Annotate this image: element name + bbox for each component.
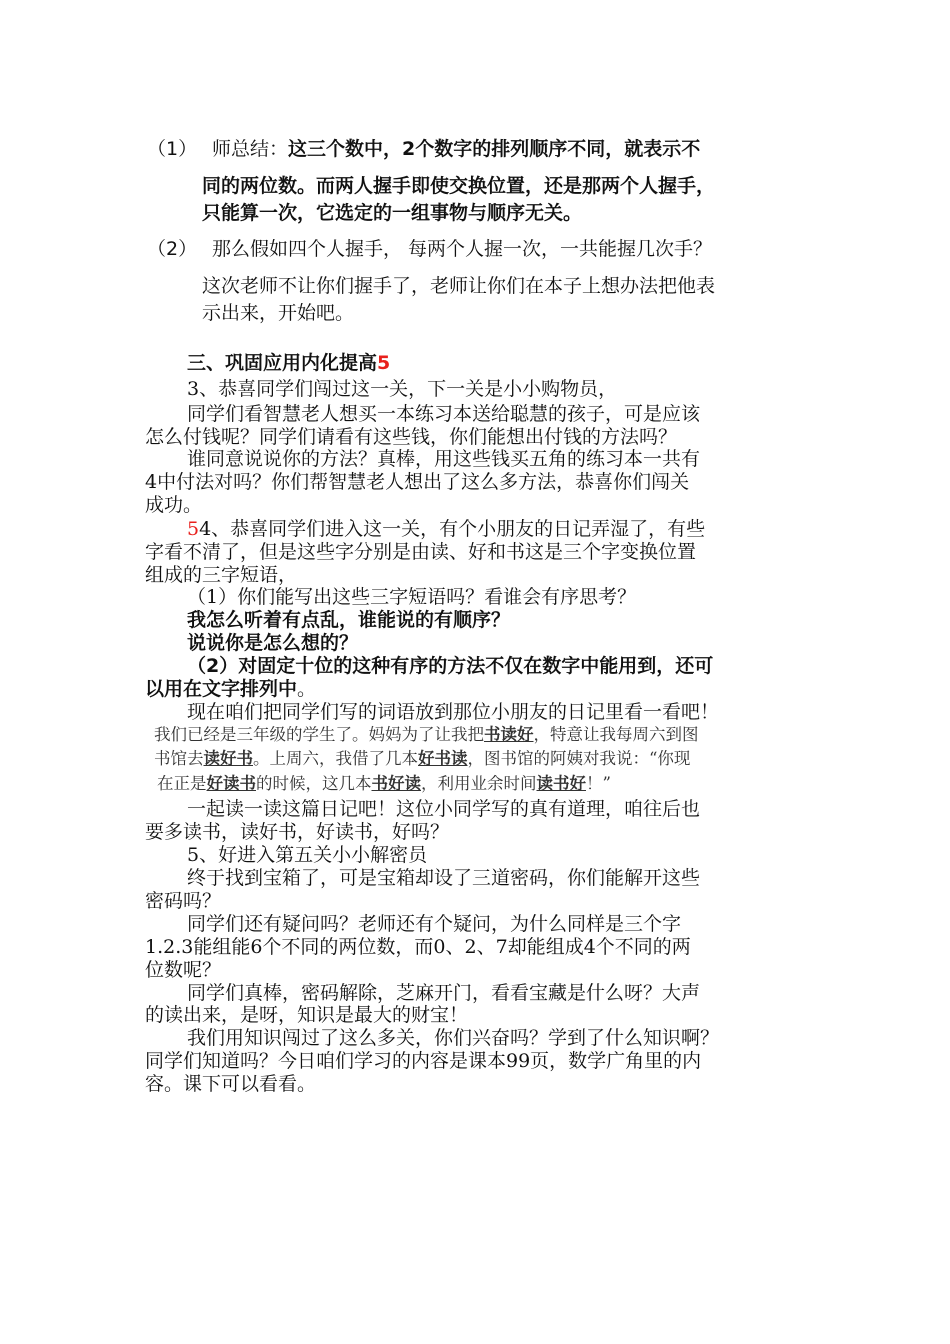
section-5-line: 容。课下可以看看。 [145,1073,317,1095]
diary-text: ！” [586,774,611,793]
section-5-line: 同学们知道吗？今日咱们学习的内容是课本99页，数学广角里的内 [145,1050,702,1072]
section-5-line: 1.2.3能组能6个不同的两位数，而0、2、7却能组成4个不同的两 [145,936,691,958]
section-3-line: 同学们看智慧老人想买一本练习本送给聪慧的孩子，可是应该 [187,403,701,425]
diary-text: 书馆去 [154,749,204,768]
section-5-line: 的读出来，是呀，知识是最大的财宝！ [145,1004,469,1026]
diary-phrase: 好书读 [418,749,468,768]
diary-phrase: 读书好 [536,774,586,793]
question-line1: 那么假如四个人握手， 每两个人握一次，一共能握几次手？ [212,238,713,260]
section-5-line: 密码吗？ [145,890,222,912]
summary-bold-line3: 只能算一次，它选定的一组事物与顺序无关。 [202,202,583,224]
summary-bold-line1: 这三个数中，2个数字的排列顺序不同，就表示不 [288,138,701,160]
diary-text: ，图书馆的阿姨对我说：“你现 [467,749,691,768]
diary-line3 [157,771,611,797]
section-3-line: 谁同意说说你的方法？真棒，用这些钱买五角的练习本一共有 [187,448,701,470]
section-5-line: 一起读一读这篇日记吧！这位小同学写的真有道理，咱往后也 [187,798,701,820]
diary-text: 的时候，这几本 [256,774,372,793]
section-4-bold4-tail: 。 [297,678,317,700]
diary-text: 。上周六，我借了几本 [253,749,418,768]
section-4-line4: 现在咱们把同学们写的词语放到那位小朋友的日记里看一看吧！ [187,701,720,723]
section-5-line: 终于找到宝箱了，可是宝箱却设了三道密码，你们能解开这些 [187,867,701,889]
section-3-line: 怎么付钱呢？同学们请看有这些钱，你们能想出付钱的方法吗？ [145,426,678,448]
diary-line2 [154,746,690,772]
section-5-line: 我们用知识闯过了这么多关，你们兴奋吗？学到了什么知识啊？ [187,1027,720,1049]
section-4-bold2: 说说你是怎么想的？ [187,632,359,654]
diary-text: 在正是 [157,774,207,793]
section-4-question: （1）你们能写出这些三字短语吗？看谁会有序思考？ [187,586,637,608]
summary-lead: 师总结： [212,138,289,160]
section-3-heading [187,350,390,376]
diary-phrase: 书读好 [484,725,534,744]
section-5-line: 要多读书，读好书，好读书，好吗？ [145,821,450,843]
item-label-2: （2） [147,238,198,260]
summary-bold-line2: 同的两位数。而两人握手即使交换位置，还是那两个人握手， [202,175,716,197]
question-line3: 示出来，开始吧。 [202,302,355,324]
diary-phrase: 读好书 [203,749,253,768]
section-4-bold3: （2）对固定十位的这种有序的方法不仅在数字中能用到，还可 [187,655,714,677]
diary-text: ，利用业余时间 [421,774,537,793]
section-4-mark: 5 [187,518,200,540]
section-3-title: 三、巩固应用内化提高 [187,352,378,374]
diary-text: 我们已经是三年级的学生了。妈妈为了让我把 [154,725,484,744]
section-4-line3: 组成的三字短语， [145,564,298,586]
summary-paragraph-1 [212,136,700,162]
section-4-line2: 字看不清了，但是这些字分别是由读、好和书这是三个字变换位置 [145,541,697,563]
section-5-line: 同学们还有疑问吗？老师还有个疑问，为什么同样是三个字 [187,913,682,935]
section-4-bold1: 我怎么听着有点乱，谁能说的有顺序？ [187,609,511,631]
section-3-line: 3、恭喜同学们闯过这一关，下一关是小小购物员， [187,378,618,400]
question-line2: 这次老师不让你们握手了，老师让你们在本子上想办法把他表 [202,275,716,297]
diary-line1 [154,722,699,748]
diary-text: ，特意让我每周六到图 [533,725,699,744]
diary-phrase: 好读书 [206,774,256,793]
section-5-line: 同学们真棒，密码解除，芝麻开门，看看宝藏是什么呀？大声 [187,982,701,1004]
section-5-line: 位数呢？ [145,959,222,981]
section-5-line: 5、好进入第五关小小解密员 [187,844,428,866]
diary-phrase: 书好读 [371,774,421,793]
section-3-line: 成功。 [145,494,203,516]
section-3-mark: 5 [377,352,391,374]
section-4-text: 4、恭喜同学们进入这一关，有个小朋友的日记弄湿了，有些 [199,518,706,540]
item-label-1: （1） [147,138,198,160]
section-4-bold4: 以用在文字排列中 [145,678,298,700]
section-3-line: 4中付法对吗？你们帮智慧老人想出了这么多方法，恭喜你们闯关 [145,471,690,493]
